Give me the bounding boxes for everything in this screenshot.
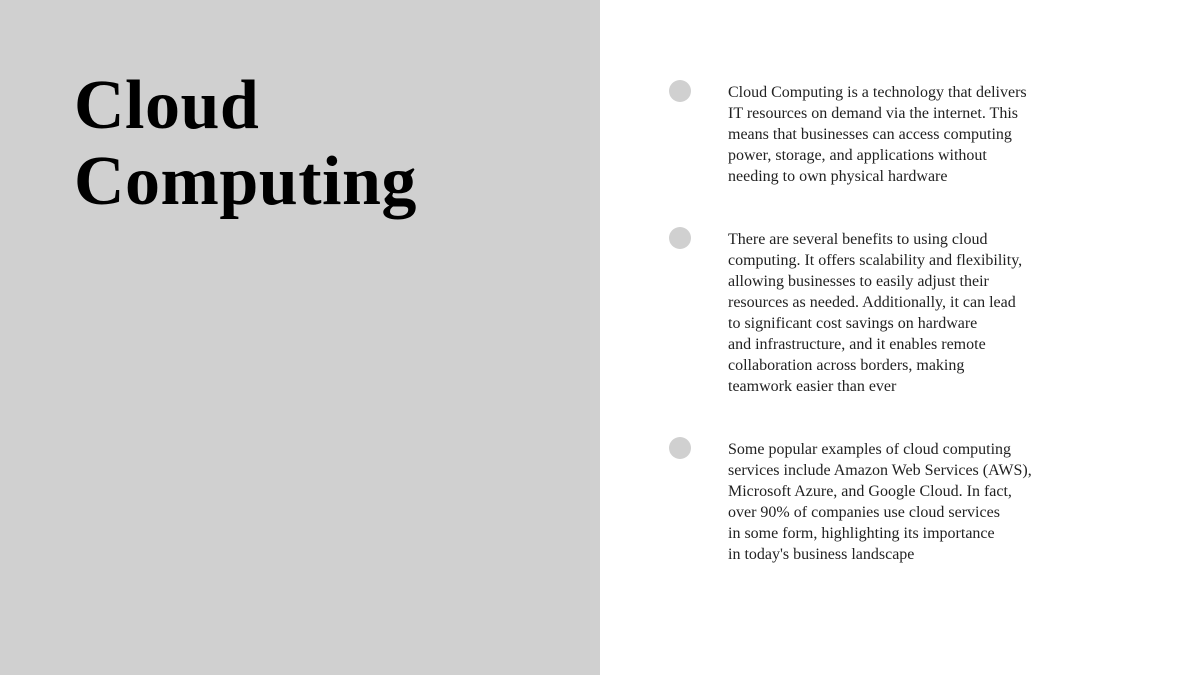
circle-bullet-icon xyxy=(669,80,691,102)
bullet-text xyxy=(728,229,1088,397)
bullet-line: to significant cost savings on hardware xyxy=(728,315,978,332)
bullet-line: allowing businesses to easily adjust their xyxy=(728,273,989,290)
bullet-line: IT resources on demand via the internet. This xyxy=(728,105,1018,122)
bullet-line: and infrastructure, and it enables remote xyxy=(728,336,986,353)
bullet-text xyxy=(728,439,1088,565)
bullet-line: services include Amazon Web Services (AWS), xyxy=(728,462,1032,479)
bullet-line: Microsoft Azure, and Google Cloud. In fact, xyxy=(728,483,1012,500)
bullet-line: There are several benefits to using cloud xyxy=(728,231,988,248)
slide-title-line: Cloud xyxy=(74,67,260,144)
bullet-line: means that businesses can access computing xyxy=(728,126,1012,143)
circle-bullet-icon xyxy=(669,437,691,459)
circle-bullet-icon xyxy=(669,227,691,249)
slide-title xyxy=(74,68,417,220)
bullet-text xyxy=(728,82,1088,187)
bullet-line: computing. It offers scalability and flexibility, xyxy=(728,252,1023,269)
slide-title-line: Computing xyxy=(74,143,417,220)
bullet-line: teamwork easier than ever xyxy=(728,378,897,395)
bullet-line: resources as needed. Additionally, it can lead xyxy=(728,294,1016,311)
bullet-line: Some popular examples of cloud computing xyxy=(728,441,1012,458)
bullet-line: Cloud Computing is a technology that delivers xyxy=(728,84,1027,101)
bullet-line: in today's business landscape xyxy=(728,546,915,563)
bullet-line: in some form, highlighting its importance xyxy=(728,525,995,542)
bullet-line: needing to own physical hardware xyxy=(728,168,948,185)
bullet-line: power, storage, and applications without xyxy=(728,147,987,164)
bullet-line: over 90% of companies use cloud services xyxy=(728,504,1000,521)
bullet-line: collaboration across borders, making xyxy=(728,357,965,374)
